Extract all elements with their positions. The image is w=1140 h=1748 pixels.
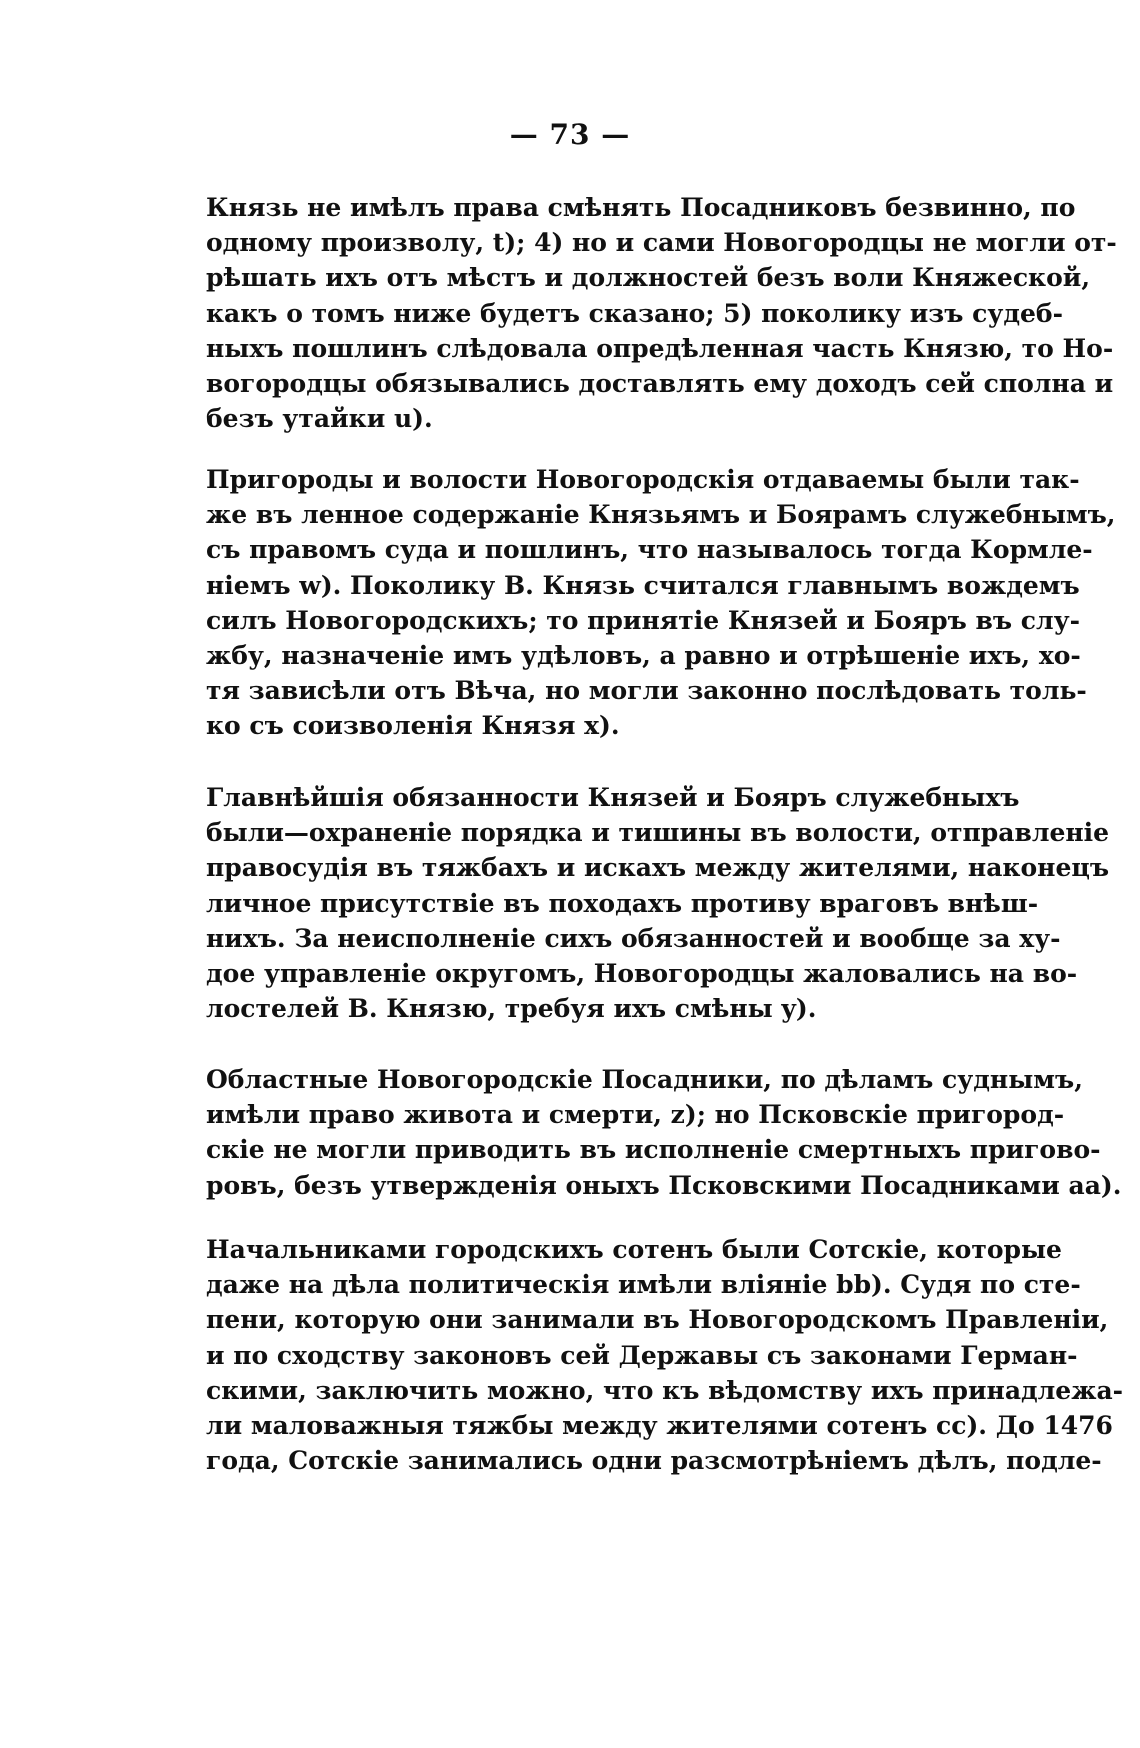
text-line: рѣшать ихъ отъ мѣстъ и должностей безъ воли Княжеской,: [206, 263, 1091, 293]
text-line: скіе не могли приводить въ исполненіе смертныхъ пригово-: [206, 1135, 1101, 1165]
text-line: какъ о томъ ниже будетъ сказано; 5) поколику изъ судеб-: [206, 298, 1063, 328]
page-number: — 73 —: [509, 118, 631, 151]
text-line: правосудія въ тяжбахъ и искахъ между жителями, наконецъ: [206, 853, 1110, 883]
text-line: лостелей В. Князю, требуя ихъ смѣны y).: [206, 994, 817, 1024]
paragraph-3: [206, 780, 1110, 1026]
paragraph-2: [206, 462, 1116, 744]
text-line: ныхъ пошлинъ слѣдовала опредѣленная часть Князю, то Но-: [206, 333, 1114, 363]
text-line: Главнѣйшія обязанности Князей и Бояръ служебныхъ: [206, 783, 1020, 812]
text-line: личное присутствіе въ походахъ противу враговъ внѣш-: [206, 888, 1039, 918]
text-line: Пригороды и волости Новогородскія отдаваемы были так-: [206, 465, 1080, 494]
text-line: Начальниками городскихъ сотенъ были Сотскіе, которые: [206, 1235, 1062, 1264]
text-line: Князь не имѣлъ права смѣнять Посадниковъ безвинно, по: [206, 193, 1076, 222]
text-line: съ правомъ суда и пошлинъ, что называлось тогда Кормле-: [206, 535, 1093, 565]
text-line: пени, которую они занимали въ Новогородскомъ Правленіи,: [206, 1305, 1109, 1335]
text-line: тя зависѣли отъ Вѣча, но могли законно послѣдовать толь-: [206, 676, 1087, 706]
text-line: жбу, назначеніе имъ удѣловъ, а равно и отрѣшеніе ихъ, хо-: [206, 641, 1081, 671]
text-line: безъ утайки u).: [206, 404, 433, 434]
text-line: скими, заключить можно, что къ вѣдомству ихъ принадлежа-: [206, 1375, 1124, 1405]
text-line: Областные Новогородскіе Посадники, по дѣламъ суднымъ,: [206, 1065, 1083, 1094]
paragraph-4: [206, 1062, 1122, 1203]
text-line: даже на дѣла политическія имѣли вліяніе bb). Судя по сте-: [206, 1270, 1081, 1300]
text-line: же въ ленное содержаніе Князьямъ и Боярамъ служебнымъ,: [206, 500, 1116, 530]
text-line: одному произволу, t); 4) но и сами Новогородцы не могли от-: [206, 228, 1117, 258]
text-line: и по сходству законовъ сей Державы съ законами Герман-: [206, 1340, 1078, 1370]
text-line: были—охраненіе порядка и тишины въ волости, отправленіе: [206, 818, 1110, 848]
paragraph-1: [206, 190, 1117, 436]
text-line: имѣли право живота и смерти, z); но Псковскіе пригород-: [206, 1100, 1065, 1130]
text-line: ровъ, безъ утвержденія оныхъ Псковскими Посадниками aa).: [206, 1170, 1122, 1200]
text-line: силъ Новогородскихъ; то принятіе Князей и Бояръ въ слу-: [206, 605, 1081, 635]
text-line: года, Сотскіе занимались одни разсмотрѣніемъ дѣлъ, подле-: [206, 1446, 1102, 1476]
text-line: ко съ соизволенія Князя x).: [206, 711, 620, 741]
text-line: ли маловажныя тяжбы между жителями сотенъ cc). До 1476: [206, 1411, 1113, 1441]
text-line: нихъ. За неисполненіе сихъ обязанностей и вообще за ху-: [206, 923, 1061, 953]
paragraph-5: [206, 1232, 1124, 1478]
text-line: вогородцы обязывались доставлять ему доходъ сей сполна и: [206, 369, 1114, 399]
text-line: дое управленіе округомъ, Новогородцы жаловались на во-: [206, 959, 1078, 989]
text-line: ніемъ w). Поколику В. Князь считался главнымъ вождемъ: [206, 570, 1080, 600]
